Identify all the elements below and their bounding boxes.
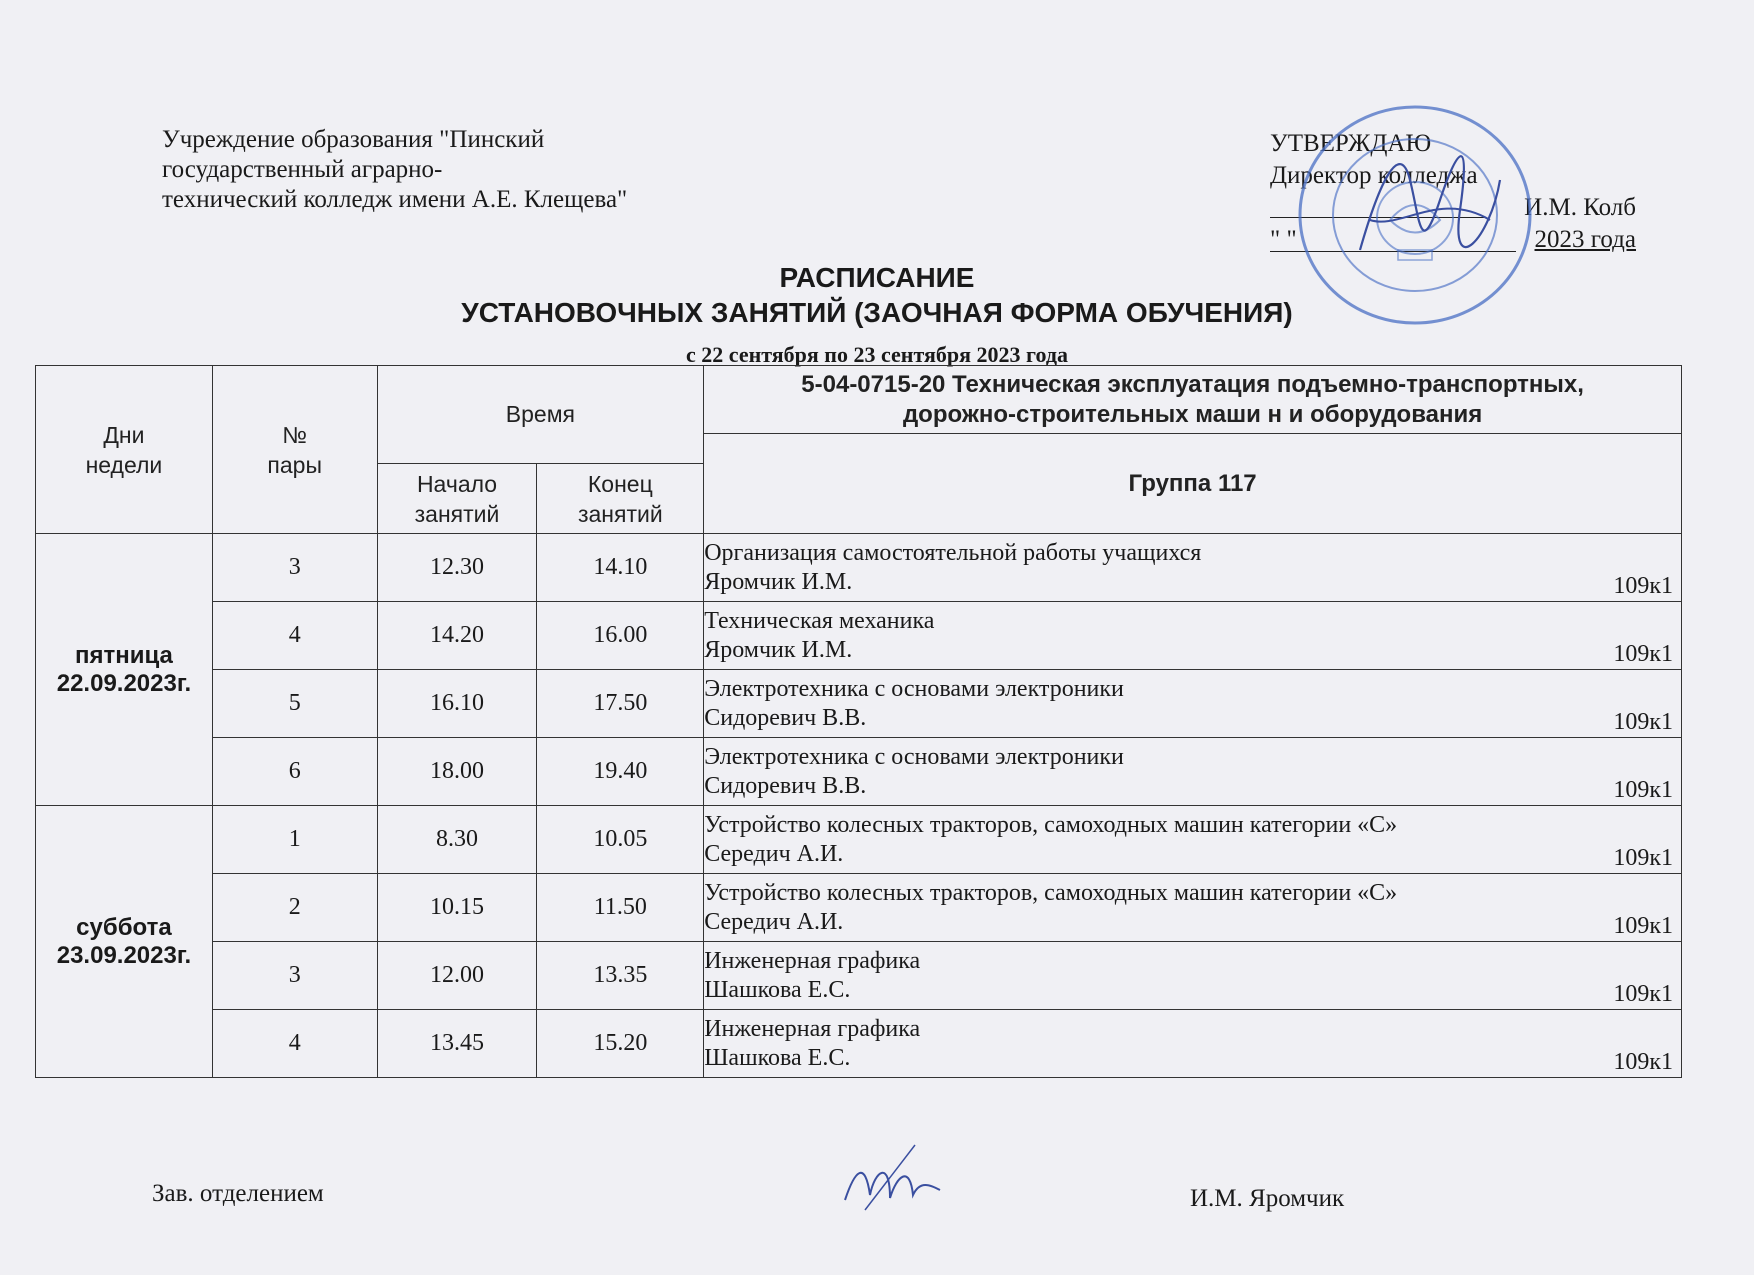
- pair-number: 3: [212, 942, 377, 1010]
- end-time: 14.10: [537, 534, 704, 602]
- room-number: 109к1: [1613, 641, 1673, 667]
- table-row: [36, 806, 1682, 874]
- table-row: [36, 942, 1682, 1010]
- end-time: 19.40: [537, 738, 704, 806]
- institution-line: технический колледж имени А.Е. Клещева": [162, 186, 628, 213]
- start-time: 13.45: [377, 1010, 537, 1078]
- end-time: 11.50: [537, 874, 704, 942]
- start-time: 18.00: [377, 738, 537, 806]
- subject-cell: [704, 1010, 1682, 1078]
- subject-name: Устройство колесных тракторов, самоходных машин категории «С»: [704, 879, 1398, 906]
- end-time: 15.20: [537, 1010, 704, 1078]
- approve-label: УТВЕРЖДАЮ: [1270, 130, 1432, 157]
- table-row: [36, 534, 1682, 602]
- subject-name: Техническая механика: [704, 607, 935, 634]
- pair-number: 3: [212, 534, 377, 602]
- header-group: Группа 117: [704, 434, 1682, 534]
- day-cell-friday: пятница 22.09.2023г.: [36, 534, 213, 806]
- date-range: с 22 сентября по 23 сентября 2023 года: [686, 342, 1068, 367]
- day-cell-saturday: суббота 23.09.2023г.: [36, 806, 213, 1078]
- subject-name: Инженерная графика: [704, 947, 921, 974]
- header-start: Начало занятий: [377, 464, 537, 534]
- room-number: 109к1: [1613, 777, 1673, 803]
- header-pair: № пары: [212, 366, 377, 534]
- teacher-name: Середич А.И.: [704, 908, 844, 935]
- start-time: 12.30: [377, 534, 537, 602]
- start-time: 14.20: [377, 602, 537, 670]
- teacher-name: Сидоревич В.В.: [704, 772, 867, 799]
- table-row: [36, 670, 1682, 738]
- header-days: Дни недели: [36, 366, 213, 534]
- pair-number: 6: [212, 738, 377, 806]
- document-title: РАСПИСАНИЕ: [779, 262, 975, 293]
- table-row: [36, 738, 1682, 806]
- teacher-name: Шашкова Е.С.: [704, 1044, 851, 1071]
- teacher-name: Яромчик И.М.: [704, 568, 853, 595]
- subject-cell: [704, 806, 1682, 874]
- teacher-name: Сидоревич В.В.: [704, 704, 867, 731]
- room-number: 109к1: [1613, 709, 1673, 735]
- start-time: 10.15: [377, 874, 537, 942]
- footer-position: Зав. отделением: [152, 1180, 324, 1207]
- subject-name: Инженерная графика: [704, 1015, 921, 1042]
- teacher-name: Шашкова Е.С.: [704, 976, 851, 1003]
- header-end: Конец занятий: [537, 464, 704, 534]
- approver-title: Директор колледжа: [1270, 162, 1478, 189]
- table-row: [36, 874, 1682, 942]
- approval-date-day: " ": [1270, 226, 1297, 253]
- start-time: 12.00: [377, 942, 537, 1010]
- header-time: Время: [377, 366, 704, 464]
- pair-number: 4: [212, 602, 377, 670]
- subject-cell: [704, 534, 1682, 602]
- end-time: 17.50: [537, 670, 704, 738]
- document-subtitle: УСТАНОВОЧНЫХ ЗАНЯТИЙ (ЗАОЧНАЯ ФОРМА ОБУЧЕНИЯ): [461, 297, 1293, 328]
- institution-line: Учреждение образования "Пинский: [162, 126, 545, 153]
- room-number: 109к1: [1613, 1049, 1673, 1075]
- room-number: 109к1: [1613, 981, 1673, 1007]
- schedule-table: [35, 365, 1682, 1078]
- start-time: 8.30: [377, 806, 537, 874]
- start-time: 16.10: [377, 670, 537, 738]
- room-number: 109к1: [1613, 913, 1673, 939]
- director-signature: [1350, 120, 1510, 270]
- pair-number: 1: [212, 806, 377, 874]
- approver-name: И.М. Колб: [1524, 194, 1636, 221]
- end-time: 10.05: [537, 806, 704, 874]
- teacher-name: Яромчик И.М.: [704, 636, 853, 663]
- teacher-name: Середич А.И.: [704, 840, 844, 867]
- table-row: [36, 1010, 1682, 1078]
- room-number: 109к1: [1613, 573, 1673, 599]
- subject-cell: [704, 738, 1682, 806]
- approval-date-year: 2023 года: [1534, 226, 1636, 253]
- subject-cell: [704, 602, 1682, 670]
- subject-cell: [704, 942, 1682, 1010]
- institution-name: [162, 125, 627, 215]
- subject-name: Устройство колесных тракторов, самоходных машин категории «С»: [704, 811, 1398, 838]
- subject-name: Электротехника с основами электроники: [704, 743, 1124, 770]
- pair-number: 2: [212, 874, 377, 942]
- table-row: [36, 602, 1682, 670]
- pair-number: 5: [212, 670, 377, 738]
- end-time: 13.35: [537, 942, 704, 1010]
- header-program: 5-04-0715-20 Техническая эксплуатация подъемно-транспортных, дорожно-строительных маши н и оборудования: [704, 366, 1682, 434]
- end-time: 16.00: [537, 602, 704, 670]
- footer-name: И.М. Яромчик: [1190, 1185, 1345, 1212]
- subject-name: Организация самостоятельной работы учащихся: [704, 539, 1202, 566]
- subject-cell: [704, 670, 1682, 738]
- subject-cell: [704, 874, 1682, 942]
- subject-name: Электротехника с основами электроники: [704, 675, 1124, 702]
- pair-number: 4: [212, 1010, 377, 1078]
- room-number: 109к1: [1613, 845, 1673, 871]
- institution-line: государственный аграрно-: [162, 156, 443, 183]
- head-signature: [835, 1140, 945, 1220]
